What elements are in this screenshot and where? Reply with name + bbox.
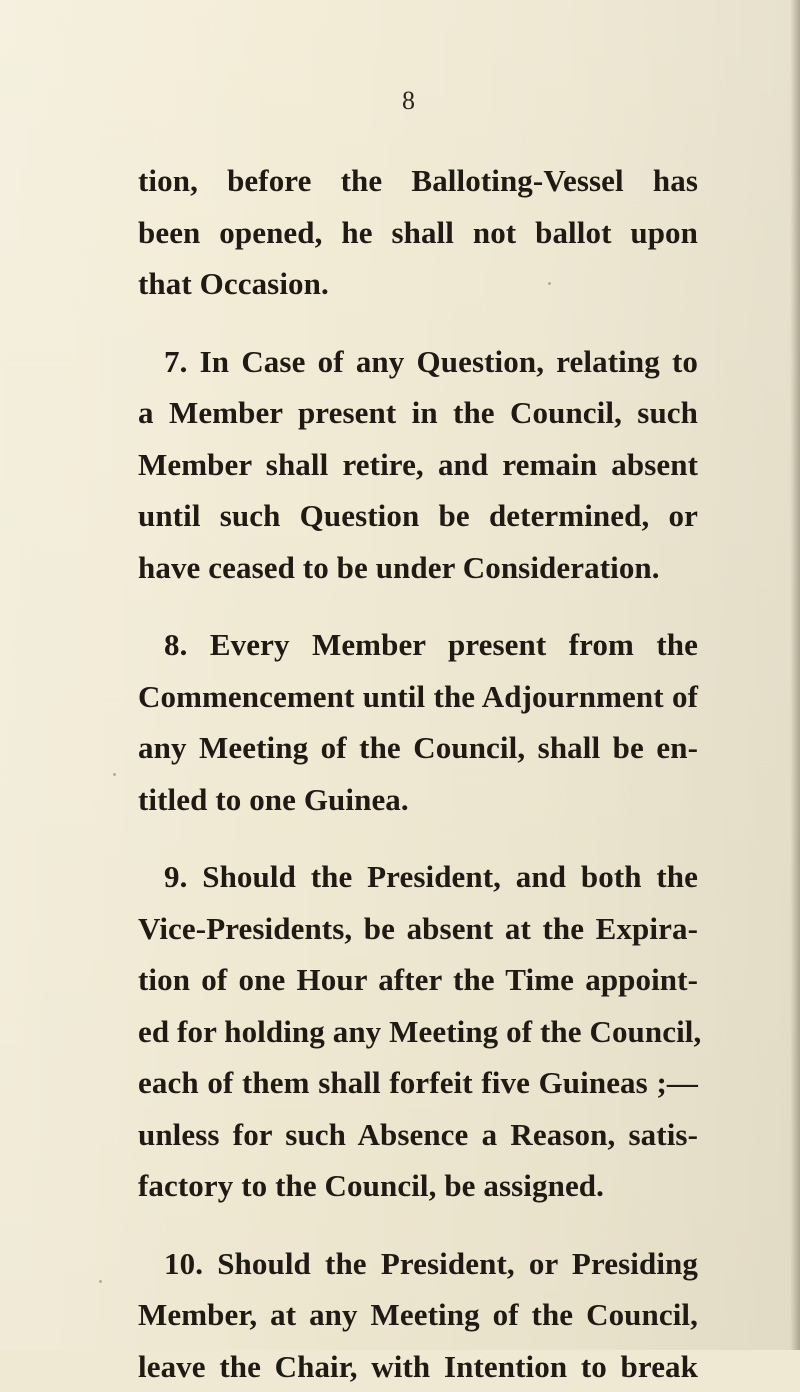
text-line: 10. Should the President, or Presiding (138, 1238, 698, 1290)
paragraph-rule-9 (138, 851, 698, 1212)
paper-speck (113, 773, 116, 776)
text-line: leave the Chair, with Intention to break (138, 1341, 698, 1392)
text-line: until such Question be determined, or (138, 490, 698, 542)
text-line: 9. Should the President, and both the (138, 851, 698, 903)
text-line: ed for holding any Meeting of the Council, (138, 1006, 698, 1058)
text-line: been opened, he shall not ballot upon (138, 207, 698, 259)
paragraph-rule-10 (138, 1238, 698, 1392)
text-line: 7. In Case of any Question, relating to (138, 336, 698, 388)
paragraph-gap (138, 825, 698, 851)
text-line: tion, before the Balloting-Vessel has (138, 155, 698, 207)
text-line: each of them shall forfeit five Guineas ;— (138, 1057, 698, 1109)
text-line: factory to the Council, be assigned. (138, 1160, 698, 1212)
paragraph-gap (138, 593, 698, 619)
paper-speck (548, 282, 551, 285)
page-edge-shadow (790, 0, 800, 1350)
text-line: any Meeting of the Council, shall be en- (138, 722, 698, 774)
page-number: 8 (402, 88, 415, 114)
text-line: Vice-Presidents, be absent at the Expira- (138, 903, 698, 955)
paragraph-gap (138, 310, 698, 336)
text-line: tion of one Hour after the Time appoint- (138, 954, 698, 1006)
text-line: Member, at any Meeting of the Council, (138, 1289, 698, 1341)
paragraph-gap (138, 1212, 698, 1238)
paper-speck (99, 1280, 102, 1283)
text-line: have ceased to be under Consideration. (138, 542, 698, 594)
text-line: that Occasion. (138, 258, 698, 310)
text-line: Commencement until the Adjournment of (138, 671, 698, 723)
text-line: Member shall retire, and remain absent (138, 439, 698, 491)
text-line: unless for such Absence a Reason, satis- (138, 1109, 698, 1161)
paragraph-rule-7 (138, 336, 698, 594)
paragraph-rule-8 (138, 619, 698, 825)
text-line: titled to one Guinea. (138, 774, 698, 826)
text-line: 8. Every Member present from the (138, 619, 698, 671)
body-text (138, 155, 698, 1392)
text-line: a Member present in the Council, such (138, 387, 698, 439)
paragraph-continuation (138, 155, 698, 310)
